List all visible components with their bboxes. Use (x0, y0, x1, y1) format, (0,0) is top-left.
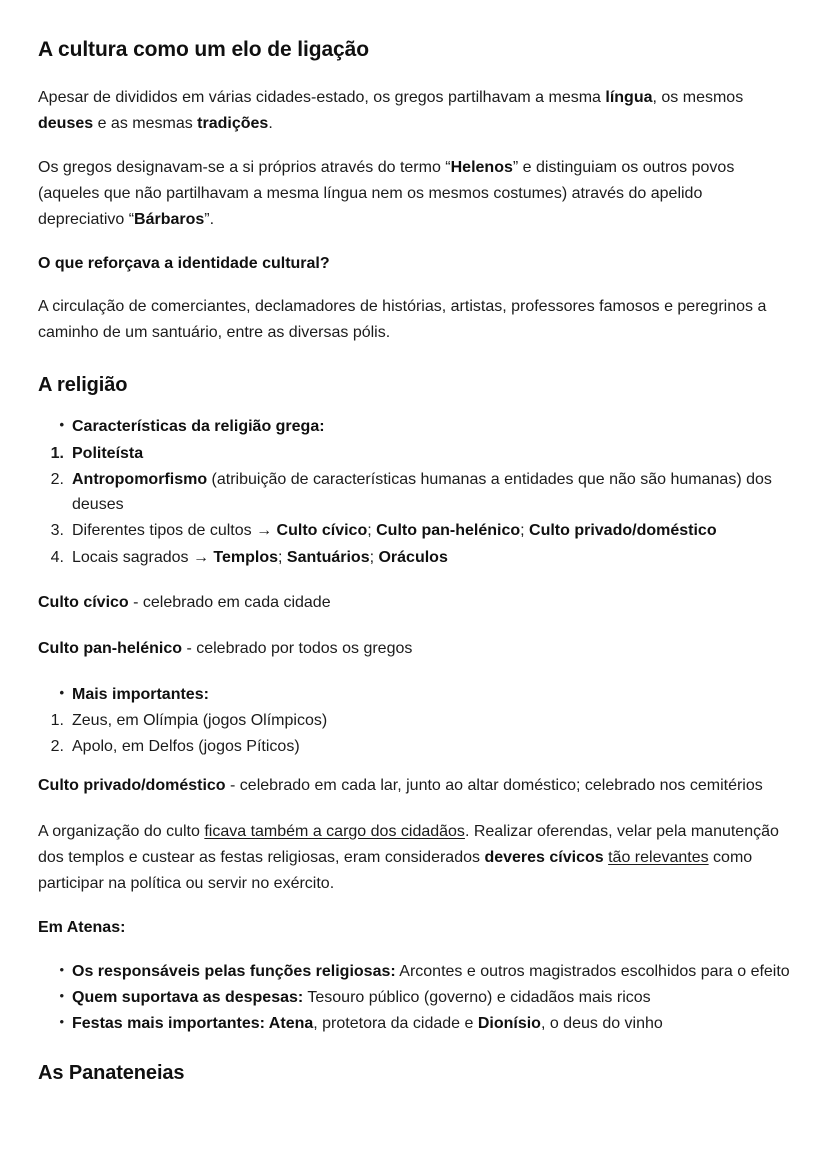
text-run: e as mesmas (93, 115, 198, 133)
text-run: Apesar de divididos em várias cidades-estado, os gregos partilhavam a mesma (38, 89, 606, 107)
text-run: como participar na política ou servir no exército. (38, 849, 753, 893)
term-culto-civico: Culto cívico (38, 593, 129, 611)
bold-deuses: deuses (38, 115, 94, 133)
bullet-icon: • (59, 987, 64, 1003)
section-heading-religion: A religião (38, 374, 128, 397)
bullet-icon: • (59, 684, 64, 700)
bold-lingua: língua (605, 89, 653, 107)
list-item-label: Diferentes tipos de cultos → (72, 522, 277, 540)
subheading-identity-question: O que reforçava a identidade cultural? (38, 254, 330, 272)
list-item-label: Mais importantes: (72, 685, 209, 703)
bullet-icon: • (59, 1014, 64, 1030)
paragraph-cult-organization (38, 819, 790, 897)
number-marker: 1. (50, 444, 64, 462)
separator: ; (278, 548, 287, 566)
bullet-icon: • (59, 961, 64, 977)
list-item-label: Características da religião grega: (72, 418, 325, 436)
list-item-label: Arcontes e outros magistrados escolhidos para o efeito (395, 962, 790, 980)
text-run: , os mesmos (652, 89, 744, 107)
list-item-label: , protetora da cidade e (313, 1015, 478, 1033)
list-item (38, 467, 790, 518)
list-item (38, 959, 790, 984)
list-item-label: , o deus do vinho (540, 1015, 663, 1033)
text-run: Os gregos designavam-se a si próprios através do termo “ (38, 159, 451, 177)
bold-tradicoes: tradições (197, 115, 269, 133)
list-item (38, 441, 790, 466)
number-marker: 4. (50, 548, 64, 566)
list-item (38, 708, 790, 733)
list-item (38, 518, 790, 543)
list-item-label: Apolo, em Delfos (jogos Píticos) (72, 738, 300, 756)
bold-santuarios: Santuários (286, 548, 370, 566)
underline-tao-relevantes: tão relevantes (608, 849, 709, 867)
text-run: . Realizar oferendas, velar pela manutenção dos templos e custear as festas religiosas, eram considerados (38, 823, 779, 867)
bullet-icon: • (59, 417, 64, 433)
definition-culto-civico (38, 590, 790, 616)
page-title: A cultura como um elo de ligação (38, 38, 369, 61)
bold-dionisio: Dionísio (477, 1015, 541, 1033)
number-marker: 3. (50, 522, 64, 540)
bold-deveres-civicos: deveres cívicos (484, 849, 604, 867)
subheading-em-atenas: Em Atenas: (38, 919, 126, 937)
list-item (38, 1011, 790, 1036)
section-heading-panateneias: As Panateneias (38, 1062, 185, 1085)
bold-oraculos: Oráculos (378, 548, 448, 566)
separator: ; (369, 548, 379, 566)
list-item-label: Politeísta (72, 444, 144, 462)
term-culto-panhelenico: Culto pan-helénico (38, 639, 182, 657)
bold-culto-panhelenico: Culto pan-helénico (376, 522, 521, 540)
bold-antropomorfismo: Antropomorfismo (72, 470, 208, 488)
bold-quem-suportava: Quem suportava as despesas: (72, 988, 304, 1006)
number-marker: 2. (50, 470, 64, 488)
underline-ficava-cargo-cidadaos: ficava também a cargo dos cidadãos (204, 823, 465, 841)
list-item (38, 734, 790, 759)
bold-helenos: Helenos (450, 159, 513, 177)
number-marker: 2. (50, 738, 64, 756)
term-culto-privado: Culto privado/doméstico (38, 777, 226, 795)
definition-culto-panhelenico (38, 636, 790, 662)
list-item (38, 682, 790, 707)
list-athens-details (38, 959, 790, 1037)
definition-text: - celebrado em cada cidade (128, 593, 331, 611)
text-run: . (268, 115, 273, 133)
separator: ; (367, 522, 377, 540)
separator: ; (520, 522, 530, 540)
list-item-label: Tesouro público (governo) e cidadãos mais ricos (303, 988, 651, 1006)
list-religion-characteristics (38, 414, 790, 570)
list-item-label: Locais sagrados → (72, 548, 214, 566)
definition-text: - celebrado em cada lar, junto ao altar doméstico; celebrado nos cemitérios (225, 777, 763, 795)
text-run: ”. (204, 210, 215, 228)
list-item-label: Zeus, em Olímpia (jogos Olímpicos) (72, 711, 328, 729)
list-item (38, 985, 790, 1010)
list-item (38, 414, 790, 439)
list-item-label: (atribuição de características humanas a entidades que não são humanas) dos deuses (72, 470, 772, 514)
bold-festas-atena: Festas mais importantes: Atena (72, 1015, 314, 1033)
bold-responsaveis-funcoes: Os responsáveis pelas funções religiosas: (72, 962, 396, 980)
bold-culto-privado: Culto privado/doméstico (529, 522, 717, 540)
number-marker: 1. (50, 711, 64, 729)
list-item (38, 545, 790, 570)
paragraph-helenos-barbaros (38, 155, 790, 233)
definition-culto-privado (38, 773, 790, 799)
text-run: A organização do culto (38, 823, 205, 841)
paragraph-circulation: A circulação de comerciantes, declamadores de histórias, artistas, professores famosos e peregrinos a caminho de um santuário, entre as diversas pólis. (38, 298, 767, 342)
definition-text: - celebrado por todos os gregos (182, 639, 413, 657)
bold-barbaros: Bárbaros (134, 210, 205, 228)
text-run: ” e distinguiam os outros povos (aqueles que não partilhavam a mesma língua nem os mesmos costumes) através do apelido depreciativo “ (38, 159, 735, 228)
bold-templos: Templos (213, 548, 279, 566)
bold-culto-civico: Culto cívico (276, 522, 368, 540)
paragraph-shared-culture (38, 85, 790, 137)
list-most-important-cults (38, 682, 790, 760)
